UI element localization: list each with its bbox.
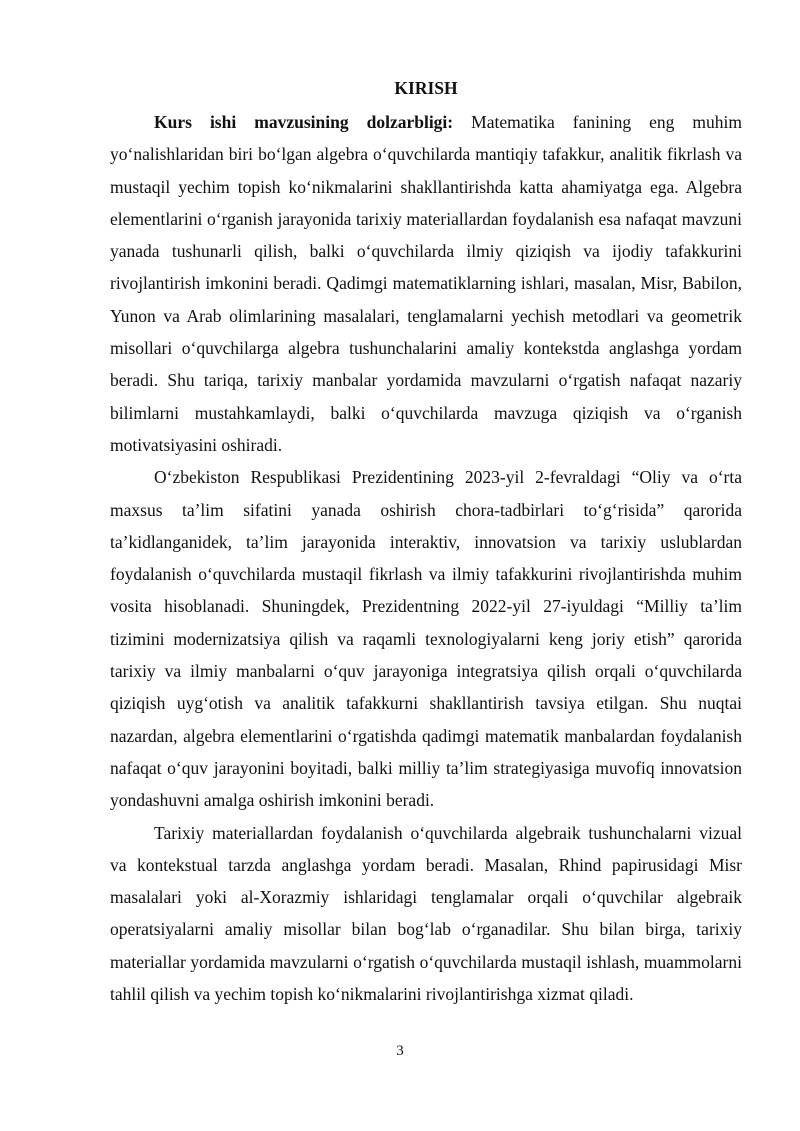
page-title: KIRISH — [394, 78, 458, 98]
paragraph-presidential-decrees: O‘zbekiston Respublikasi Prezidentining 2023-yil 2-fevraldagi “Oliy va o‘rta maxsus ta’lim sifatini yanada oshirish chora-tadbirlari to‘g‘risida” qarorida ta’kidlanganidek, ta’lim jarayonida interaktiv, innovatsion va tarixiy uslublardan foydalanish o‘quvchilarda mustaqil fikrlash va ilmiy tafakkurini rivojlantirishda muhim vosita hisoblanadi. Shuningdek, Prezidentning 2022-yil 27-iyuldagi “Milliy ta’lim tizimini modernizatsiya qilish va raqamli texnologiyalarni keng joriy etish” qarorida tarixiy va ilmiy manbalarni o‘quv jarayoniga integratsiya qilish orqali o‘quvchilarda qiziqish uyg‘otish va analitik tafakkurni shakllantirish tavsiya etilgan. Shu nuqtai nazardan, algebra elementlarini o‘rgatishda qadimgi matematik manbalardan foydalanish nafaqat o‘quv jarayonini boyitadi, balki milliy ta’lim strategiyasiga muvofiq innovatsion yondashuvni amalga oshirish imkonini beradi. — [110, 467, 742, 811]
paragraph-relevance — [110, 106, 742, 461]
relevance-heading: Kurs ishi mavzusining dolzarbligi: — [154, 112, 454, 132]
page-number: 3 — [396, 1043, 404, 1059]
document-page — [110, 74, 742, 1010]
paragraph-historical-materials: Tarixiy materiallardan foydalanish o‘quvchilarda algebraik tushunchalarni vizual va kontekstual tarzda anglashga yordam beradi. Masalan, Rhind papirusidagi Misr masalalari yoki al-Xorazmiy ishlaridagi tenglamalar orqali o‘quvchilar algebraik operatsiyalarni amaliy misollar bilan bog‘lab o‘rganadilar. Shu bilan birga, tarixiy materiallar yordamida mavzularni o‘rgatish o‘quvchilarda mustaqil ishlash, muammolarni tahlil qilish va yechim topish ko‘nikmalarini rivojlantirishga xizmat qiladi. — [110, 822, 742, 1005]
paragraph-text: Matematika fanining eng muhim yo‘nalishlaridan biri bo‘lgan algebra o‘quvchilarda mantiqiy tafakkur, analitik fikrlash va mustaqil yechim topish ko‘nikmalarini shakllantirishda katta ahamiyatga ega. Algebra elementlarini o‘rganish jarayonida tarixiy materiallardan foydalanish esa nafaqat mavzuni yanada tushunarli qilish, balki o‘quvchilarda ilmiy qiziqish va ijodiy tafakkurini rivojlantirish imkonini beradi. Qadimgi matematiklarning ishlari, masalan, Misr, Babilon, Yunon va Arab olimlarining masalalari, tenglamalarni yechish metodlari va geometrik misollari o‘quvchilarga algebra tushunchalarini amaliy kontekstda anglashga yordam beradi. Shu tariqa, tarixiy manbalar yordamida mavzularni o‘rgatish nafaqat nazariy bilimlarni mustahkamlaydi, balki o‘quvchilarda mavzuga qiziqish va o‘rganish motivatsiyasini oshiradi. — [110, 112, 742, 455]
